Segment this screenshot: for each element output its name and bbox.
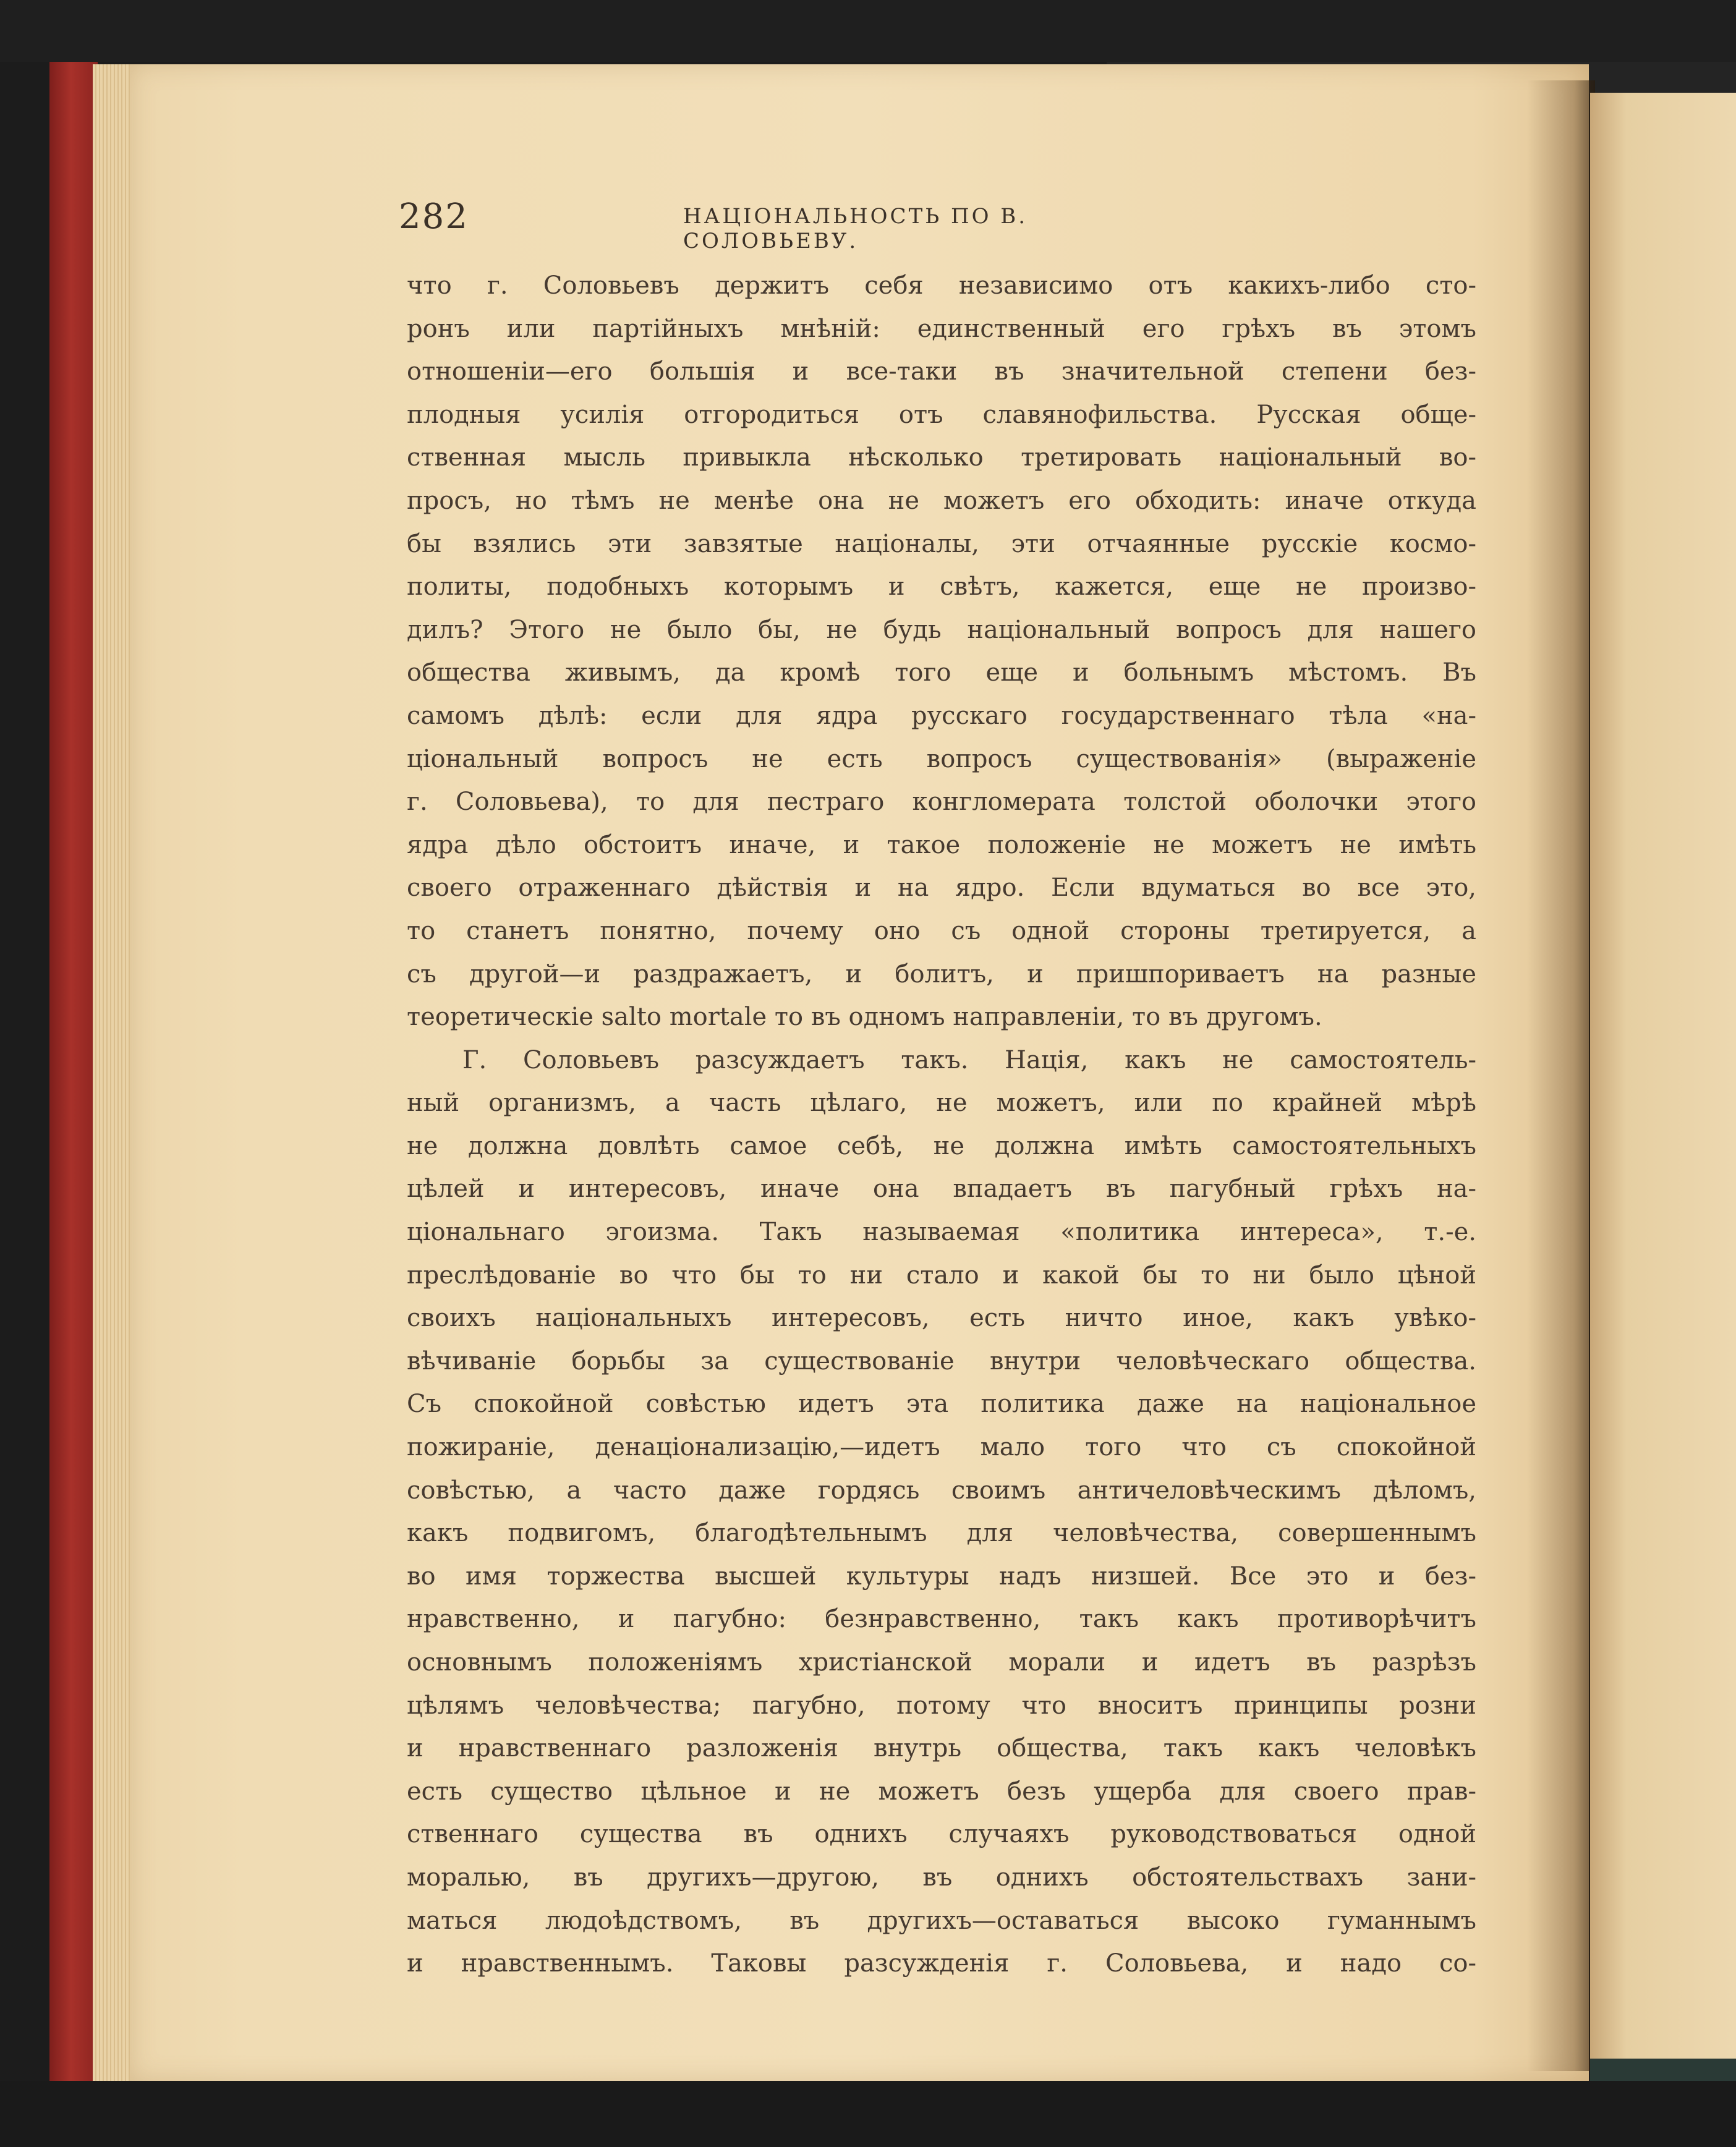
text-line: во имя торжества высшей культуры надъ низшей. Все это и без- [407, 1562, 1476, 1591]
text-line: то станетъ понятно, почему оно съ одной стороны третируется, а [407, 916, 1476, 945]
text-line: самомъ дѣлѣ: если для ядра русскаго государственнаго тѣла «на- [407, 701, 1476, 730]
text-line: основнымъ положеніямъ христіанской морали и идетъ въ разрѣзъ [407, 1648, 1476, 1677]
text-line: бы взялись эти завзятые націоналы, эти отчаянные русскіе космо- [407, 529, 1476, 558]
text-line: маться людоѣдствомъ, въ другихъ—оставаться высоко гуманнымъ [407, 1906, 1476, 1935]
text-line: пожираніе, денаціонализацію,—идетъ мало того что съ спокойной [407, 1433, 1476, 1462]
text-line: не должна довлѣть самое себѣ, не должна имѣть самостоятельныхъ [407, 1131, 1476, 1160]
facing-page [1590, 93, 1736, 2059]
running-head: НАЦІОНАЛЬНОСТЬ ПО В. СОЛОВЬЕВУ. [683, 204, 1028, 253]
paragraph [407, 1039, 1476, 1986]
text-line: своихъ національныхъ интересовъ, есть ничто иное, какъ увѣко- [407, 1304, 1476, 1333]
text-line: общества живымъ, да кромѣ того еще и больнымъ мѣстомъ. Въ [407, 658, 1476, 687]
text-line: съ другой—и раздражаетъ, и болитъ, и пришпориваетъ на разные [407, 959, 1476, 988]
text-line: ронъ или партійныхъ мнѣній: единственный его грѣхъ въ этомъ [407, 314, 1476, 343]
text-line: ственнаго существа въ однихъ случаяхъ руководствоваться одной [407, 1820, 1476, 1849]
text-line: своего отраженнаго дѣйствія и на ядро. Если вдуматься во все это, [407, 874, 1476, 903]
page-header [399, 197, 1184, 253]
backdrop [0, 0, 1736, 62]
text-line: нравственно, и пагубно: безнравственно, такъ какъ противорѣчитъ [407, 1605, 1476, 1634]
text-line: ціональнаго эгоизма. Такъ называемая «политика интереса», т.-е. [407, 1218, 1476, 1247]
body-text [407, 265, 1476, 1986]
text-line: ственная мысль привыкла нѣсколько третировать національный во- [407, 443, 1476, 472]
text-line: политы, подобныхъ которымъ и свѣтъ, кажется, еще не произво- [407, 572, 1476, 602]
page-number: 282 [399, 197, 469, 237]
text-line: и нравственнаго разложенія внутрь общества, такъ какъ человѣкъ [407, 1734, 1476, 1763]
text-line: какъ подвигомъ, благодѣтельнымъ для человѣчества, совершеннымъ [407, 1519, 1476, 1548]
text-line: отношеніи—его большія и все-таки въ значительной степени без- [407, 357, 1476, 386]
text-line: г. Соловьева), то для пестраго конгломерата толстой оболочки этого [407, 788, 1476, 817]
text-line: что г. Соловьевъ держитъ себя независимо отъ какихъ-либо сто- [407, 271, 1476, 300]
text-line: вѣчиваніе борьбы за существованіе внутри человѣческаго общества. [407, 1346, 1476, 1375]
text-line: Г. Соловьевъ разсуждаетъ такъ. Нація, какъ не самостоятель- [462, 1045, 1476, 1074]
text-line: ный организмъ, а часть цѣлаго, не можетъ, или по крайней мѣрѣ [407, 1089, 1476, 1118]
text-line: Съ спокойной совѣстью идетъ эта политика даже на національное [407, 1390, 1476, 1419]
text-line: моралью, въ другихъ—другою, въ однихъ обстоятельствахъ зани- [407, 1863, 1476, 1892]
page-gutter-shadow [1527, 80, 1595, 2071]
backdrop-bottom [0, 2081, 1736, 2147]
text-line: дилъ? Этого не было бы, не будь національный вопросъ для нашего [407, 615, 1476, 644]
text-line: и нравственнымъ. Таковы разсужденія г. Соловьева, и надо со- [407, 1949, 1476, 1978]
text-line: совѣстью, а часто даже гордясь своимъ античеловѣческимъ дѣломъ, [407, 1476, 1476, 1505]
text-line: теоретическіе salto mortale то въ одномъ направленіи, то въ другомъ. [407, 1003, 1322, 1032]
paragraph [407, 265, 1476, 1039]
text-line: цѣлямъ человѣчества; пагубно, потому что вноситъ принципы розни [407, 1691, 1476, 1720]
text-line: есть существо цѣльное и не можетъ безъ ущерба для своего прав- [407, 1777, 1476, 1806]
text-line: ядра дѣло обстоитъ иначе, и такое положеніе не можетъ не имѣть [407, 830, 1476, 859]
text-line: плодныя усилія отгородиться отъ славянофильства. Русская обще- [407, 400, 1476, 429]
book-cover-spine [49, 62, 98, 2083]
text-line: ціональный вопросъ не есть вопросъ существованія» (выраженіе [407, 744, 1476, 773]
text-line: цѣлей и интересовъ, иначе она впадаетъ въ пагубный грѣхъ на- [407, 1175, 1476, 1204]
text-line: преслѣдованіе во что бы то ни стало и какой бы то ни было цѣной [407, 1261, 1476, 1290]
text-line: просъ, но тѣмъ не менѣе она не можетъ его обходить: иначе откуда [407, 486, 1476, 515]
